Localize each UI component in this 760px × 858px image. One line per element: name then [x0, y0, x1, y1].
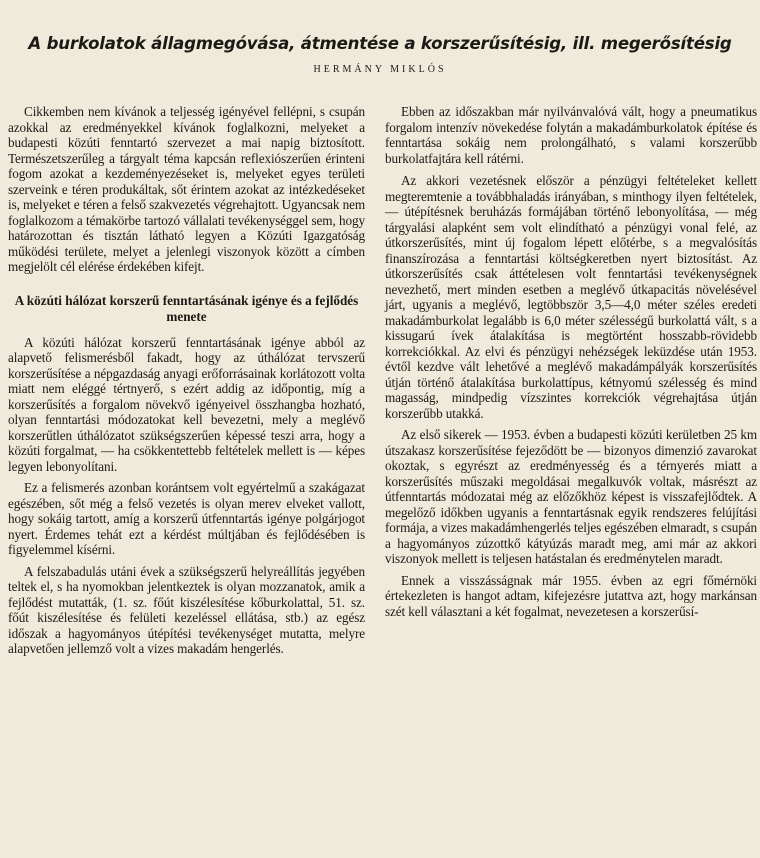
- body-paragraph: Az első sikerek — 1953. évben a budapesti közúti kerületben 25 km útszakasz korszerűsítése fejeződött be — bizonyos dimenzió zavarokat okoztak, s egyrészt az eredményesség és a térnyerés miatt a korszerűsítés műszaki megoldásai megalkuvók voltak, másrészt az útfenntartás módozatai még az előzőkhöz képest is visszafejlődtek. A megelőző időkben ugyanis a fenntartásnak egyik rendszeres felújítási formája, a vizes makadámhengerlés teljes egészében elmaradt, s csupán a hagyományos zúzottkő kátyúzás maradt meg, ami már az akkori viszonyok mellett is teljesen hatástalan és eredménytelen maradt.: [385, 427, 757, 566]
- section-heading: A közúti hálózat korszerű fenntartásának igénye és a fejlődés menete: [14, 292, 359, 324]
- body-paragraph: Az akkori vezetésnek először a pénzügyi feltételeket kellett megteremtenie a továbbhaladás irányában, s minthogy ilyen feltételek, — útépítésnek beruházás formájában történő lebonyolítása, — még tárgyalási alapként sem volt elindítható a pénzügyi vonal felé, az útkorszerűsítés, mint új fogalom lépett előtérbe, s a megvalósítás finanszírozása a fenntartási költségkeretben nyert biztosítást. Az útkorszerűsítés csak áttételesen volt fenntartási tevékenységnek nevezhető, mert minden esetben a meglévő útkapacitás növelésével járt, ugyanis a meglévő, legtöbbször 3,5—4,0 méter széles eredeti makadámburkolat legalább is 6,0 méter szélességű burkolattá vált, s a kissugarú ívek átalakítása is megtörtént hosszabb-rövidebb korrekciókkal. Az elvi és pénzügyi nehézségek leküzdése után 1953. évtől kezdve vált lehetővé a meglévő makadámpályák korszerűsítés útján történő átalakítása burkolattípus, kétnyomú szélesség és mind magasság, mindpedig vízszintes korrekciók végrehajtása útján korszerűbb utakká.: [385, 173, 757, 421]
- body-paragraph: Ennek a visszásságnak már 1955. évben az egri főmérnöki értekezleten is hangot adtam, kifejezésre jutattva azt, hogy markánsan szét kell választani a két fogalmat, nevezetesen a korszerűsí-: [385, 572, 757, 619]
- body-paragraph: Ez a felismerés azonban korántsem volt egyértelmű a szakágazat egészében, sőt még a felső vezetés is olyan merev elveket vallott, hogy sokáig tartott, amíg a korszerű útfenntartás igénye polgárjogot nyert. Érdemes tehát ezt a kérdést múltjában és fejlődésében is figyelemmel kísérni.: [8, 480, 365, 557]
- body-paragraph: A közúti hálózat korszerű fenntartásának igénye abból az alapvető felismerésből fakadt, hogy az úthálózat tervszerű korszerűsítése a népgazdaság anyagi erőforrásainak korlátozott volta miatt nem eléggé tértnyerő, s ezért addig az időpontig, míg a korszerűsítés a forgalom növekvő igényeivel összhangba hozható, olyan fenntartási módozatokat kell bevezetni, mely a meglévő korszerűtlen úthálózatot szükségszerűen képessé teszi arra, hogy a közúti forgalmat, — ha csökkentettebb feltételek mellett is — képes legyen lebonyolítani.: [8, 334, 365, 474]
- body-paragraph: Cikkemben nem kívánok a teljesség igényével fellépni, s csupán azokkal az eredményekkel kívánok foglalkozni, melyeket a budapesti közúti fenntartó szervezet a mai napig biztosított. Természetszerűleg a tárgyalt téma kapcsán reflexiószerűen érinteni fogom azokat a kezdeményezéseket is, melyeket egyes területi szerveink e téren produkáltak, sőt érintem azokat az intézkedéseket is, melyeket e téren a felső szakvezetés végrehajtott. Ugyancsak nem foglalkozom a témakörbe tartozó vállalati tevékenységgel sem, hogy határozottan és tisztán látható legyen a Közúti Igazgatóság működési területe, melyet a jelenlegi viszonyok között a címben megjelölt cél elérése érdekében kifejt.: [8, 104, 365, 274]
- right-column: [385, 104, 757, 619]
- body-paragraph: Ebben az időszakban már nyilvánvalóvá vált, hogy a pneumatikus forgalom intenzív növekedése folytán a makadámburkolatok építése és fenntartása sokáig nem prolongálható, s valami korszerűbb burkolatfajtára kell rátérni.: [385, 104, 757, 166]
- article-author: HERMÁNY MIKLÓS: [313, 64, 447, 75]
- body-paragraph: A felszabadulás utáni évek a szükségszerű helyreállítás jegyében teltek el, s ha nyomokban jelentkeztek is olyan mozzanatok, amik a fejlődést mutatták, (1. sz. főút kiszélesítése kőburkolattal, 51. sz. főút kiszélesítése és felületi kezeléssel ellátása, stb.) az egész időszak a hagyományos útépítési tevékenységet mutatta, melyre alapvetően jellemző volt a vizes makadám hengerlés.: [8, 563, 365, 656]
- left-column: [8, 104, 365, 657]
- article-title: A burkolatok állagmegóvása, átmentése a korszerűsítésig, ill. megerősítésig: [28, 34, 732, 53]
